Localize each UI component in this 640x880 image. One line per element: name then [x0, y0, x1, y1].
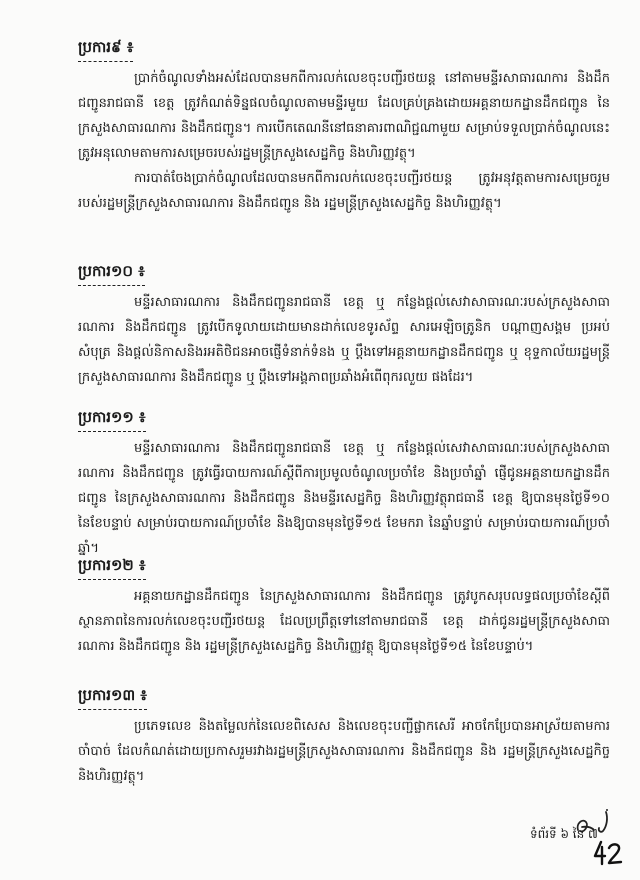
page-number: ទំព័រទី ៦ នៃ ៧: [530, 827, 598, 841]
article-10-heading: ប្រការ១០ ៖: [78, 262, 145, 286]
article-10-paragraph-1: មន្ទីរសាធារណការ និងដឹកជញ្ជូនរាជធានី ខេត្ត ឬ កន្លែងផ្តល់សេវាសាធារណៈរបស់ក្រសួងសាធារណការ និងដឹកជញ្ជូន ត្រូវបើកទូលាយដោយមានដាក់លេខទូរស័ព្ទ សារអេឡិចត្រូនិក បណ្តាញសង្គម ប្រអប់សំបុត្រ និងផ្តល់និកាសនិងរអតិថិជនអាចផ្ញើទំនាក់ទំនង ឬ ប្តឹងទៅអគ្គនាយកដ្ឋានដឹកជញ្ជូន ឬ ខុទ្ទកាល័យរដ្ឋមន្ត្រីក្រសួងសាធារណការ និងដឹកជញ្ជូន ឬ ប្តឹងទៅអង្គភាពប្រឆាំងអំពើពុករលួយ ផងដែរ។: [78, 295, 610, 385]
article-10-body: [78, 290, 610, 390]
article-9-paragraph-2: ការបាត់ចែងប្រាក់ចំណូលដែលបានមកពីការលក់លេខចុះបញ្ជីរថយន្ត ត្រូវអនុវត្តតាមការសម្រេចរួមរបស់រដ្ឋមន្ត្រីក្រសួងសាធារណការ និងដឹកជញ្ជូន និង រដ្ឋមន្ត្រីក្រសួងសេដ្ឋកិច្ច និងហិរញ្ញវត្ថុ។: [78, 171, 610, 211]
article-11-heading: ប្រការ១១ ៖: [78, 408, 146, 432]
article-12-body: [78, 584, 610, 659]
article-9-body: [78, 66, 610, 216]
article-9-paragraph-1: ប្រាក់ចំណូលទាំងអស់ដែលបានមកពីការលក់លេខចុះបញ្ជីរថយន្ត នៅតាមមន្ទីរសាធារណការ និងដឹកជញ្ជូនរាជធានី ខេត្ត ត្រូវកំណត់ទិន្នផលចំណូលតាមមន្ទីរមួយ ដែលគ្រប់គ្រងដោយអគ្គនាយកដ្ឋានដឹកជញ្ជូន នៃក្រសួងសាធារណការ និងដឹកជញ្ជូន។ ការបើកតេណនីនៅធនាគារពាណិជ្ជណាមួយ សម្រាប់ទទួលប្រាក់ចំណូលនេះ ត្រូវអនុលោមតាមការសម្រេចរបស់រដ្ឋមន្ត្រីក្រសួងសេដ្ឋកិច្ច និងហិរញ្ញវត្ថុ។: [78, 71, 610, 161]
article-9-heading: ប្រការ៩ ៖: [78, 38, 133, 62]
article-13-body: [78, 714, 610, 789]
article-12-paragraph-1: អគ្គនាយកដ្ឋានដឹកជញ្ជូន នៃក្រសួងសាធារណការ និងដឹកជញ្ជូន ត្រូវបូកសរុបលទ្ធផលប្រចាំខែស្តីពីស្ថានភាពនៃការលក់លេខចុះបញ្ជីរថយន្ត ដែលប្រព្រឹត្តទៅនៅតាមរាជធានី ខេត្ត ដាក់ជូនរដ្ឋមន្ត្រីក្រសួងសាធារណការ និងដឹកជញ្ជូន និង រដ្ឋមន្ត្រីក្រសួងសេដ្ឋកិច្ច និងហិរញ្ញវត្ថុ ឱ្យបានមុនថ្ងៃទី១៥ នៃខែបន្ទាប់។: [78, 589, 610, 654]
article-13-heading: ប្រការ១៣ ៖: [78, 686, 147, 710]
handwritten-page-number: [592, 838, 624, 868]
article-13-paragraph-1: ប្រភេទលេខ និងតម្លៃលក់នៃលេខពិសេស និងលេខចុះបញ្ជីផ្លាកសេរី អាចកែប្រែបានអាស្រ័យតាមការចាំបាច់ ដែលកំណត់ដោយប្រកាសរួមរវាងរដ្ឋមន្ត្រីក្រសួងសាធារណការ និងដឹកជញ្ជូន និង រដ្ឋមន្ត្រីក្រសួងសេដ្ឋកិច្ច និងហិរញ្ញវត្ថុ។: [78, 719, 610, 784]
article-11-body: [78, 436, 610, 561]
article-11-paragraph-1: មន្ទីរសាធារណការ និងដឹកជញ្ជូនរាជធានី ខេត្ត ឬ កន្លែងផ្តល់សេវាសាធារណៈរបស់ក្រសួងសាធារណការ និងដឹកជញ្ជូន ត្រូវធ្វើរបាយការណ៍ស្តីពីការប្រមូលចំណូលប្រចាំខែ និងប្រចាំឆ្នាំ ផ្ញើជូនអគ្គនាយកដ្ឋានដឹកជញ្ជូន នៃក្រសួងសាធារណការ និងដឹកជញ្ជូន និងមន្ទីរសេដ្ឋកិច្ច និងហិរញ្ញវត្ថុរាជធានី ខេត្ត ឱ្យបានមុនថ្ងៃទី១០ នៃខែបន្ទាប់ សម្រាប់របាយការណ៍ប្រចាំខែ និងឱ្យបានមុនថ្ងៃទី១៥ ខែមករា នៃឆ្នាំបន្ទាប់ សម្រាប់របាយការណ៍ប្រចាំឆ្នាំ។: [78, 441, 610, 556]
article-12-heading: ប្រការ១២ ៖: [78, 556, 146, 580]
